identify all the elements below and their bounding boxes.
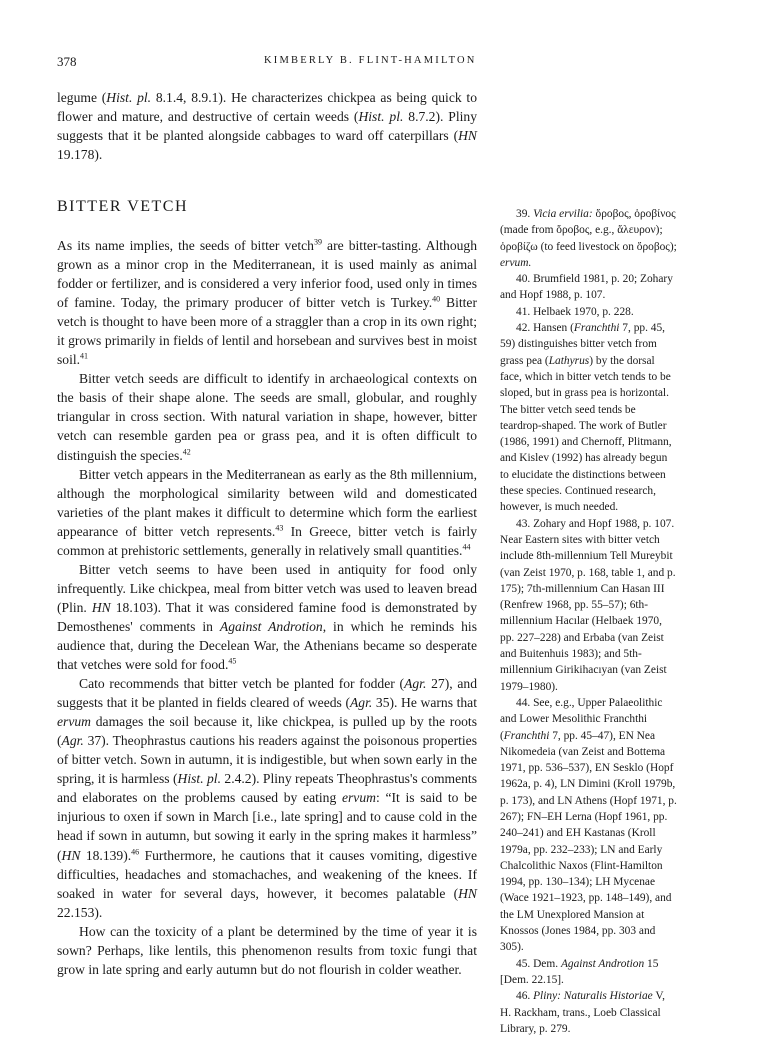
italic-text: HN	[61, 847, 81, 863]
footnote-45: 45. Dem. Against Androtion 15 [Dem. 22.15].	[500, 957, 659, 986]
footnote-44: 44. See, e.g., Upper Palaeolithic and Lower Mesolithic Franchthi (Franchthi 7, pp. 45–47), EN Nea Nikomedeia (van Zeist and Bottema 1971, pp. 536–537), EN Sesklo (Hopf 1962a, p. 4), LN Dimini (Kroll 1979b, p. 173), and LN Athens (Hopf 1971, p. 267); FN–EH Lerna (Hopf 1961, pp. 240–241) and EH Kastanas (Kroll 1979a, pp. 232–233); LN and Early Chalcolithic Naxos (Flint-Hamilton 1994, pp. 130–134); LH Mycenae (Wace 1921–1923, pp. 148–149), and the LM Unexplored Mansion at Knossos (Jones 1984, pp. 303 and 305).	[500, 696, 677, 954]
body-paragraph: Bitter vetch seems to have been used in antiquity for food only infrequently. Like chickpea, meal from bitter vetch was used to leaven bread (Plin. HN 18.103). That it was considered famine food is demonstrated by Demosthenes' comments in Against Androtion, in which he reminds his audience that, during the Decelean War, the Athenians became so desperate that vetches were sold for food.$^{45}$	[57, 561, 478, 673]
italic-text: HN	[458, 128, 477, 144]
italic-text: HN	[458, 885, 477, 901]
footnote-41: 41. Helbaek 1970, p. 228.	[516, 305, 634, 318]
section-heading: BITTER VETCH	[57, 198, 189, 215]
intro-paragraph: legume (Hist. pl. 8.1.4, 8.9.1). He characterizes chickpea as being quick to flower and mature, and destructive of certain weeds (Hist. pl. 8.7.2). Pliny suggests that it be planted alongside cabbages to ward off caterpillars (HN 19.178).	[57, 90, 477, 163]
italic-text: ervum	[57, 714, 91, 730]
body-paragraph: How can the toxicity of a plant be determined by the time of year it is sown? Perhaps, like lentils, this phenomenon results from toxic fungi that grow in late spring and early autumn but do not flourish in colder weather.	[57, 923, 477, 977]
footnote-ref: 42	[182, 446, 191, 456]
footnote-ref: 41	[80, 351, 89, 361]
italic-text: Agr.	[61, 733, 84, 749]
italic-text: Against Androtion	[560, 957, 645, 970]
intro-text	[57, 88, 477, 164]
italic-text: ervum	[341, 790, 376, 806]
footnote-ref: 39	[313, 237, 322, 247]
footnote-43: 43. Zohary and Hopf 1988, p. 107. Near Eastern sites with bitter vetch include 8th-millennium Tell Mureybit (van Zeist 1970, p. 168, table 1, and p. 175); 7th-millennium Can Hasan III (Renfrew 1968, pp. 55–57); 6th-millennium Hacılar (Helbaek 1970, pp. 227–228) and Erbaba (van Zeist and Buitenhuis 1983); and 5th-millennium Girikihacıyan (van Zeist 1979–1980).	[500, 517, 676, 693]
footnote-ref: 43	[275, 523, 284, 533]
running-header	[57, 54, 480, 72]
italic-text: Vicia ervilia:	[533, 208, 593, 220]
italic-text: Lathyrus	[548, 354, 590, 367]
italic-text: Agr.	[349, 695, 373, 711]
body-paragraph: Bitter vetch appears in the Mediterranean as early as the 8th millennium, although the morphological similarity between wild and domesticated varieties of the plant makes it difficult to determine which form the earliest appearance of bitter vetch represents.$^{43}$ In Greece, bitter vetch is fairly common at prehistoric settlements, generally in relatively small quantities.$^{44}$	[57, 466, 477, 558]
italic-text: Pliny: Naturalis Historiae	[533, 990, 653, 1003]
running-head: KIMBERLY B. FLINT-HAMILTON	[264, 55, 477, 66]
footnote-ref: 45	[228, 656, 237, 666]
footnote-ref: 46	[131, 846, 140, 856]
italic-text: Hist. pl.	[106, 90, 152, 105]
body-paragraph: As its name implies, the seeds of bitter vetch$^{39}$ are bitter-tasting. Although grown as a minor crop in the Mediterranean, it is used mainly as animal fodder or fertilizer, and is considered a very inferior food, used only in times of famine. Today, the primary producer of bitter vetch is Turkey.$^{40}$ Bitter vetch is thought to have been more of a straggler than a crop in its own right; it grows primarily in fields of lentil and horsebean and survives best in moist soil.$^{41}$	[57, 237, 478, 368]
italic-text: Franchthi	[503, 729, 550, 742]
footnote-42: 42. Hansen (Franchthi 7, pp. 45, 59) distinguishes bitter vetch from grass pea (Lathyrus) by the dorsal face, which in bitter vetch tends to be sloped, but in grass pea is horizontal. The bitter vetch seed tends be teardrop-shaped. The work of Butler (1986, 1991) and Chernoff, Plitmann, and Kislev (1992) has already begun to elucidate the distinctions between these species. Continued research, however, is much needed.	[500, 322, 672, 514]
footnotes-column	[500, 206, 678, 1037]
italic-text: Hist. pl.	[358, 109, 404, 125]
footnote-ref: 40	[432, 294, 441, 304]
italic-text: ervum.	[500, 256, 532, 269]
page-number: 378	[57, 54, 77, 69]
footnote-40: 40. Brumfield 1981, p. 20; Zohary and Hopf 1988, p. 107.	[500, 273, 673, 302]
body-paragraph: Bitter vetch seeds are difficult to identify in archaeological contexts on the basis of their shape alone. The seeds are small, globular, and roughly triangular in cross section. With natural variation in shape, however, bitter vetch can resemble garden pea or grass pea, and it is often difficult to distinguish the species.$^{42}$	[57, 371, 477, 463]
body-text	[57, 236, 477, 979]
footnote-ref: 44	[462, 542, 471, 552]
italic-text: Hist. pl.	[177, 771, 221, 787]
italic-text: HN	[91, 599, 111, 615]
footnote-46: 46. Pliny: Naturalis Historiae V, H. Rackham, trans., Loeb Classical Library, p. 279.	[500, 990, 665, 1035]
italic-text: Franchthi	[573, 322, 620, 335]
footnote-39: 39. Vicia ervilia: ὄροβος, ὀροβίνος (made from ὄροβος, e.g., ἄλευρον); ὀροβίζω (to feed livestock on ὄροβος); ervum.	[500, 208, 677, 269]
italic-text: Against Androtion	[219, 618, 323, 634]
italic-text: Agr.	[404, 676, 427, 692]
body-paragraph: Cato recommends that bitter vetch be planted for fodder (Agr. 27), and suggests that it be planted in fields cleared of weeds (Agr. 35). He warns that ervum damages the soil because it, like chickpea, is pulled up by the roots (Agr. 37). Theophrastus cautions his readers against the poisonous properties of bitter vetch. Sown in autumn, it is indigestible, but when sown early in the spring, it is harmless (Hist. pl. 2.4.2). Pliny repeats Theophrastus's comments and elaborates on the problems caused by eating ervum: “It is said to be injurious to oxen if sown in March [i.e., late spring] and to cause cold in the head if sown in autumn, but sowing it early in the spring makes it harmless” (HN 18.139).$^{46}$ Furthermore, he cautions that it causes vomiting, digestive difficulties, headaches and stomachaches, and weakening of the knees. If soaked in water for several days, however, it becomes palatable (HN 22.153).	[57, 676, 477, 920]
